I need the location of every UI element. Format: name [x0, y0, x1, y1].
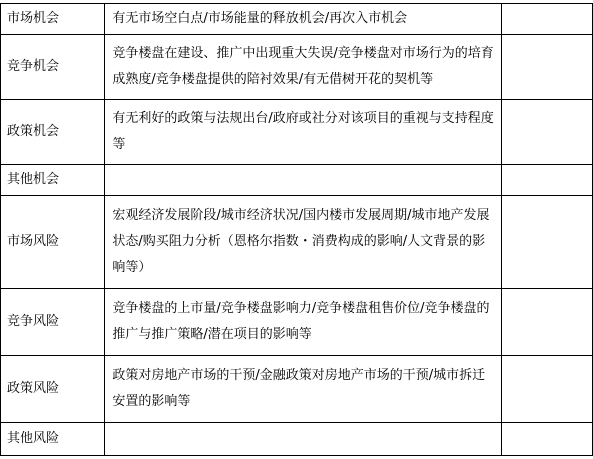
- table-row-policy-risk: [1, 356, 593, 423]
- row-label: 政策风险: [7, 381, 60, 396]
- row-note-cell: [501, 423, 592, 456]
- row-content-cell: [105, 35, 501, 100]
- row-label-cell: [1, 289, 105, 356]
- table-row-other-opportunity: [1, 165, 593, 196]
- row-content: 竞争楼盘的上市量/竞争楼盘影响力/竞争楼盘租售价位/竞争楼盘的推广与推广策略/潜在项目的影响等: [112, 301, 490, 342]
- row-label-cell: [1, 196, 105, 289]
- row-label: 市场机会: [7, 11, 60, 26]
- row-label-cell: [1, 356, 105, 423]
- row-label: 市场风险: [7, 234, 60, 249]
- row-content: 宏观经济发展阶段/城市经济状况/国内楼市发展周期/城市地产发展状态/购买阻力分析（恩格尔指数・消费构成的影响/人文背景的影响等）: [112, 208, 490, 275]
- row-content-cell: [105, 4, 501, 35]
- row-note-cell: [501, 289, 592, 356]
- row-label-cell: [1, 165, 105, 196]
- row-content-cell: [105, 165, 501, 196]
- row-label-cell: [1, 35, 105, 100]
- row-note-cell: [501, 196, 592, 289]
- table-row-competition-risk: [1, 289, 593, 356]
- row-content-cell: [105, 289, 501, 356]
- table-row-market-risk: [1, 196, 593, 289]
- table-row-competition-opportunity: [1, 35, 593, 100]
- opportunity-risk-table: [0, 3, 593, 456]
- row-note-cell: [501, 100, 592, 165]
- row-content: 政策对房地产市场的干预/金融政策对房地产市场的干预/城市拆迁安置的影响等: [112, 368, 486, 409]
- table-row-policy-opportunity: [1, 100, 593, 165]
- row-content-cell: [105, 423, 501, 456]
- row-content: 有无利好的政策与法规出台/政府或社分对该项目的重视与支持程度等: [112, 111, 494, 152]
- row-label-cell: [1, 423, 105, 456]
- row-label-cell: [1, 4, 105, 35]
- row-note-cell: [501, 356, 592, 423]
- table-row-other-risk: [1, 423, 593, 456]
- row-note-cell: [501, 35, 592, 100]
- row-content-cell: [105, 196, 501, 289]
- row-note-cell: [501, 165, 592, 196]
- row-label: 竞争风险: [7, 314, 60, 329]
- row-content: 竞争楼盘在建设、推广中出现重大失误/竞争楼盘对市场行为的培育成熟度/竞争楼盘提供的陪衬效果/有无借树开花的契机等: [112, 46, 494, 87]
- row-content-cell: [105, 356, 501, 423]
- row-label: 政策机会: [7, 124, 60, 139]
- row-label-cell: [1, 100, 105, 165]
- row-content-cell: [105, 100, 501, 165]
- row-content: 有无市场空白点/市场能量的释放机会/再次入市机会: [112, 11, 408, 26]
- row-label: 其他机会: [7, 172, 60, 187]
- row-label: 其他风险: [7, 431, 60, 446]
- row-label: 竞争机会: [7, 59, 60, 74]
- table-row-market-opportunity: [1, 4, 593, 35]
- row-note-cell: [501, 4, 592, 35]
